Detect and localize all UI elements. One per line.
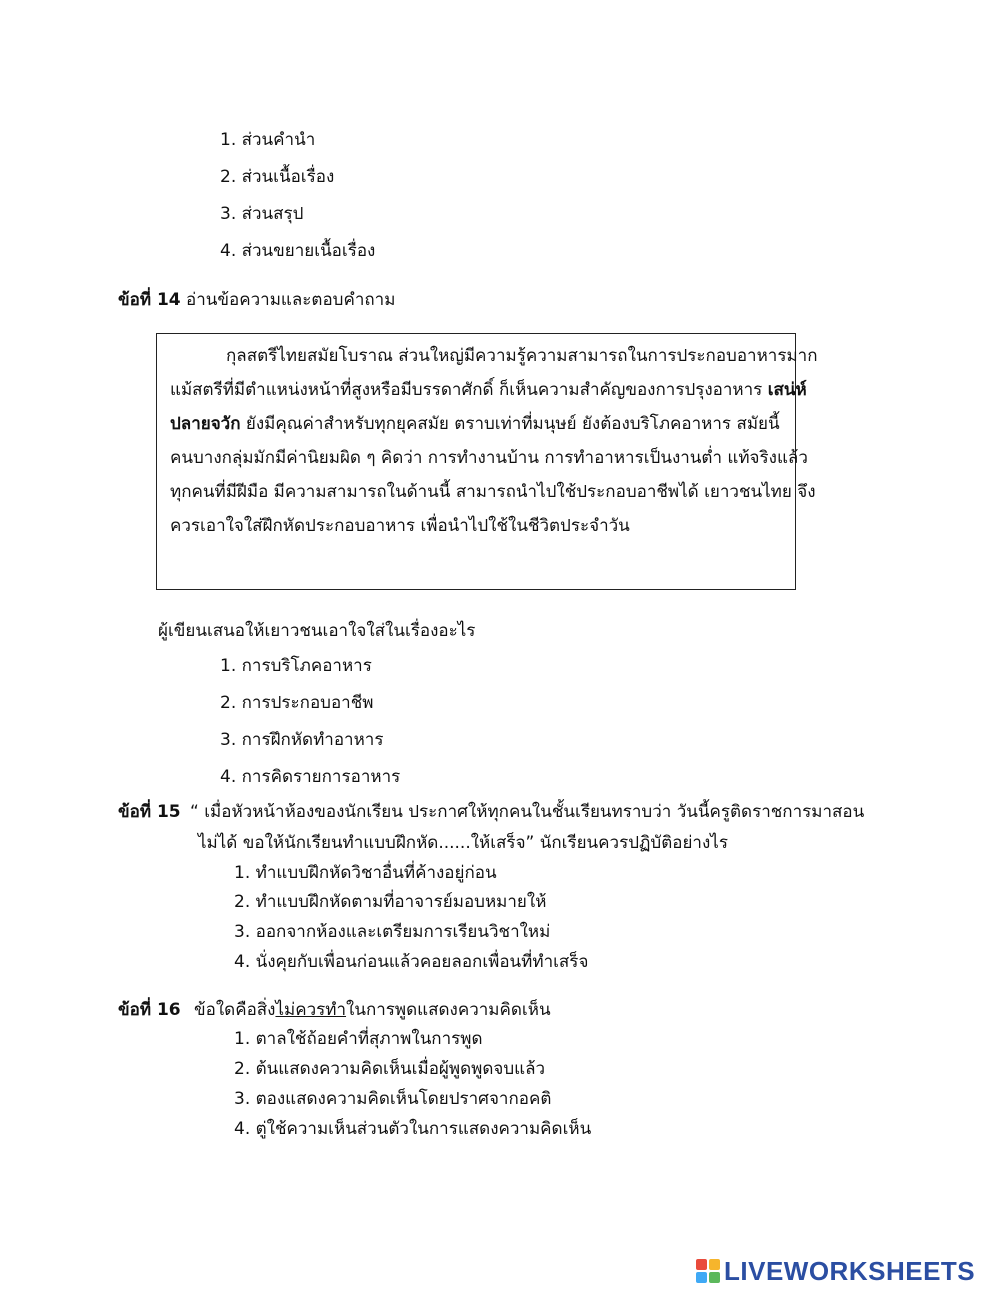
q16-option-2: 2. ต้นแสดงความคิดเห็นเมื่อผู้พูดพูดจบแล้ว (234, 1059, 546, 1079)
q14-option-4: 4. การคิดรายการอาหาร (220, 767, 401, 787)
logo-square-3 (696, 1272, 707, 1283)
passage-line-3-text: ยังมีคุณค่าสำหรับทุกยุคสมัย ตราบเท่าที่มนุษย์ ยังต้องบริโภคอาหาร สมัยนี้ (240, 414, 780, 434)
q15-line-2: ไม่ได้ ขอให้นักเรียนทำแบบฝึกหัด......ให้เสร็จ” นักเรียนควรปฏิบัติอย่างไร (198, 833, 728, 853)
q14-option-2: 2. การประกอบอาชีพ (220, 693, 374, 713)
q13-option-3: 3. ส่วนสรุป (220, 204, 304, 224)
q15-option-3: 3. ออกจากห้องและเตรียมการเรียนวิชาใหม่ (234, 922, 551, 942)
passage-line-2 (170, 379, 807, 401)
q14-option-1: 1. การบริโภคอาหาร (220, 656, 372, 676)
passage-line-3 (170, 413, 780, 435)
q14-label: ข้อที่ 14 (118, 290, 181, 310)
q15-label: ข้อที่ 15 (118, 802, 181, 822)
q16-heading (118, 999, 551, 1021)
logo-square-2 (709, 1259, 720, 1270)
q16-prompt-end: ในการพูดแสดงความคิดเห็น (346, 1000, 551, 1020)
q13-option-2: 2. ส่วนเนื้อเรื่อง (220, 167, 335, 187)
q15-option-1: 1. ทำแบบฝึกหัดวิชาอื่นที่ค้างอยู่ก่อน (234, 863, 497, 883)
passage-line-4: คนบางกลุ่มมักมีค่านิยมผิด ๆ คิดว่า การทำงานบ้าน การทำอาหารเป็นงานต่ำ แท้จริงแล้ว (170, 448, 808, 468)
passage-line-5: ทุกคนที่มีฝีมือ มีความสามารถในด้านนี้ สามารถนำไปใช้ประกอบอาชีพได้ เยาวชนไทย จึง (170, 482, 816, 502)
q14-prompt: อ่านข้อความและตอบคำถาม (186, 290, 396, 310)
q16-option-4: 4. ตู่ใช้ความเห็นส่วนตัวในการแสดงความคิดเห็น (234, 1119, 592, 1139)
q15-option-2: 2. ทำแบบฝึกหัดตามที่อาจารย์มอบหมายให้ (234, 892, 547, 912)
q16-label: ข้อที่ 16 (118, 1000, 181, 1020)
logo-square-1 (696, 1259, 707, 1270)
q14-heading (118, 289, 395, 311)
q16-option-1: 1. ตาลใช้ถ้อยคำที่สุภาพในการพูด (234, 1029, 483, 1049)
passage-keyword: เสน่ห์ (767, 380, 807, 400)
logo-square-4 (709, 1272, 720, 1283)
passage-line-2-text: แม้สตรีที่มีตำแหน่งหน้าที่สูงหรือมีบรรดาศักดิ์ ก็เห็นความสำคัญของการปรุงอาหาร (170, 380, 763, 400)
passage-line-1: กุลสตรีไทยสมัยโบราณ ส่วนใหญ่มีความรู้ความสามารถในการประกอบอาหารมาก (226, 346, 818, 366)
q16-prompt-start: ข้อใดคือสิ่ง (194, 1000, 276, 1020)
q13-option-1: 1. ส่วนคำนำ (220, 130, 316, 150)
q16-option-3: 3. ตองแสดงความคิดเห็นโดยปราศจากอคติ (234, 1089, 552, 1109)
passage-line-6: ควรเอาใจใส่ฝึกหัดประกอบอาหาร เพื่อนำไปใช้ในชีวิตประจำวัน (170, 516, 630, 536)
logo-icon (696, 1259, 720, 1283)
q13-option-4: 4. ส่วนขยายเนื้อเรื่อง (220, 241, 376, 261)
q15-line-1: “ เมื่อหัวหน้าห้องของนักเรียน ประกาศให้ทุกคนในชั้นเรียนทราบว่า วันนี้ครูติดราชการมาสอน (190, 802, 865, 822)
q15-option-4: 4. นั่งคุยกับเพื่อนก่อนแล้วคอยลอกเพื่อนที่ทำเสร็จ (234, 952, 589, 972)
logo-text: LIVEWORKSHEETS (724, 1255, 976, 1286)
q14-question: ผู้เขียนเสนอให้เยาวชนเอาใจใส่ในเรื่องอะไร (158, 621, 476, 641)
q14-option-3: 3. การฝึกหัดทำอาหาร (220, 730, 384, 750)
liveworksheets-logo (696, 1257, 975, 1285)
passage-keyword-2: ปลายจวัก (170, 414, 241, 434)
q16-prompt-emphasis: ไม่ควรทำ (275, 1000, 347, 1020)
